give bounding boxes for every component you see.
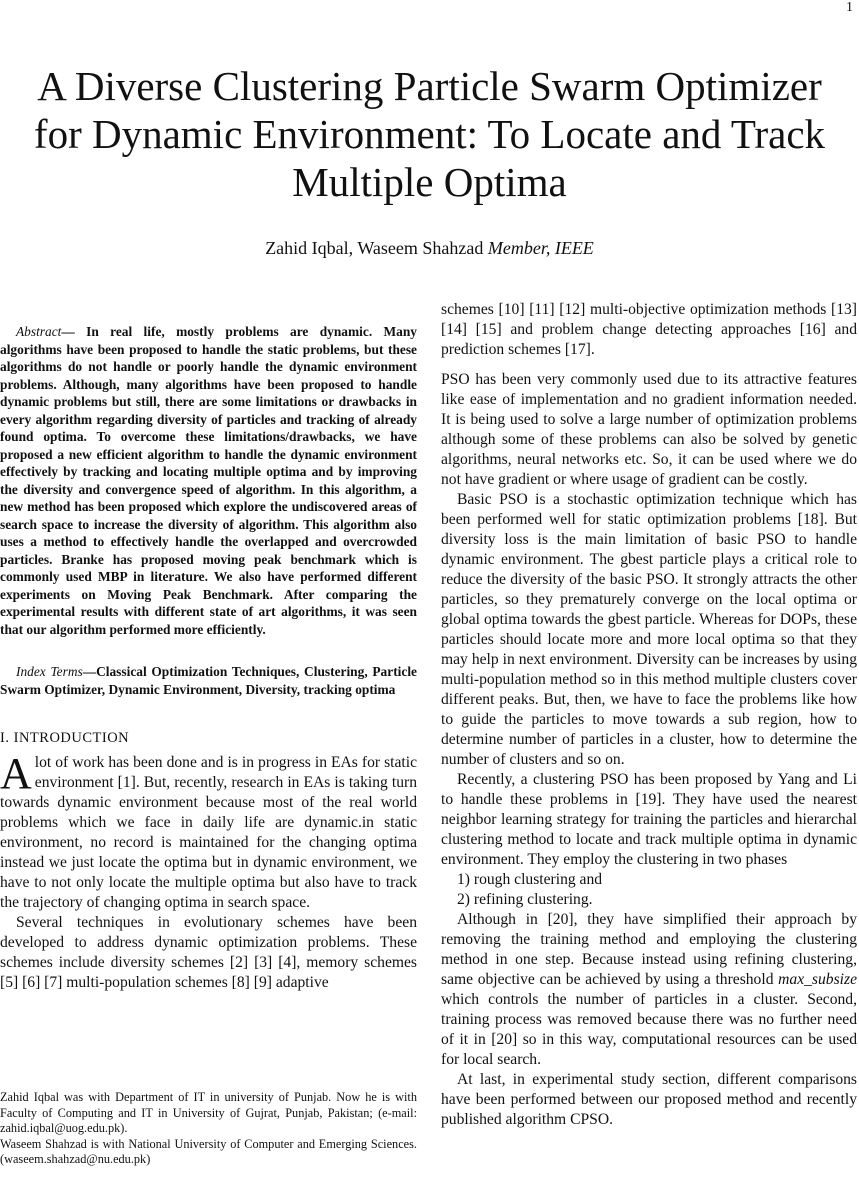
right-paragraph-5-start: Although in [20], they have simplified their approach by removing the training method and employing the clustering method in one step. Because instead using refining clustering, same objective can be achieved by using a threshold (441, 911, 857, 988)
right-paragraph-1: schemes [10] [11] [12] multi-objective optimization methods [13] [14] [15] and problem change detecting approaches [16] and prediction schemes [17]. (441, 301, 857, 358)
footnotes (0, 1090, 417, 1168)
section-numeral: I. (0, 730, 10, 746)
right-column (441, 300, 857, 1130)
left-column (0, 323, 417, 993)
right-paragraph-2: PSO has been very commonly used due to its attractive features like ease of implementation and no gradient information needed. It is being used to solve a large number of optimization problems although some of these problems can also be solved by genetic algorithms, neural networks etc. So, it can be used where we do not have gradient or where usage of gradient can be costly. (441, 371, 857, 488)
section-title-initial: I (13, 730, 19, 746)
right-paragraph-6: At last, in experimental study section, different comparisons have been performed between our proposed method and recently published algorithm CPSO. (441, 1071, 857, 1128)
footnote-author-2: Waseem Shahzad is with National University of Computer and Emerging Sciences. (waseem.shahzad@nu.edu.pk) (0, 1136, 417, 1166)
index-terms (0, 663, 417, 698)
right-paragraph-5-end: which controls the number of particles in a cluster. Second, training process was removed because there was no further need of it in [20] so in this way, computational resources can be used for local search. (441, 991, 857, 1068)
intro-paragraph-1-text: lot of work has been done and is in progress in EAs for static environment [1]. But, recently, research in EAs is taking turn towards dynamic environment because most of the real world problems which we face in daily life are dynamic.in static environment, no record is maintained for the changing optima instead we just locate the optima but in dynamic environment, we have to not only locate the multiple optima but also have to track the trajectory of changing optima in search space. (0, 754, 417, 911)
page-number: 1 (846, 0, 853, 15)
right-paragraph-4: Recently, a clustering PSO has been proposed by Yang and Li to handle these problems in [19]. They have used the nearest neighbor learning strategy for training the particles and hierarchal clustering method to locate and track multiple optima in dynamic environment. They employ the clustering in two phases (441, 771, 857, 868)
author-line (0, 238, 859, 259)
intro-paragraph-1 (0, 749, 417, 913)
right-paragraph-5 (441, 910, 857, 1070)
drop-cap: A (0, 749, 32, 798)
abstract-label: Abstract (16, 324, 62, 339)
abstract (0, 323, 417, 638)
author-names: Zahid Iqbal, Waseem Shahzad (265, 238, 484, 258)
section-title-rest: NTRODUCTION (18, 730, 130, 746)
section-heading (0, 730, 417, 747)
max-subsize-term: max_subsize (778, 971, 857, 988)
abstract-text: — In real life, mostly problems are dynamic. Many algorithms have been proposed to handle the static problems, but these algorithms do not handle or poorly handle the dynamic environment problems. Although, many algorithms have been proposed to handle dynamic problems but still, there are some limitations or drawbacks in every algorithm regarding diversity of particles and tracking of already found optima. To overcome these limitations/drawbacks, we have proposed a new efficient algorithm to handle the dynamic environment effectively by tracking and locating multiple optima and by improving the diversity and convergence speed of algorithm. In this algorithm, a new method has been proposed which explore the undiscovered areas of search space to increase the diversity of algorithm. This algorithm also uses a method to effectively handle the overlapped and overcrowded particles. Branke has proposed moving peak benchmark which is commonly used MBP in literature. We also have performed different experiments on Moving Peak Benchmark. After comparing the experimental results with different state of art algorithms, it was seen that our algorithm performed more efficiently. (0, 324, 417, 637)
right-paragraph-3: Basic PSO is a stochastic optimization technique which has been performed well for static optimization problems [18]. But diversity loss is the main limitation of basic PSO to handle dynamic environment. The gbest particle plays a critical role to reduce the diversity of the basic PSO. It strongly attracts the other particles, so they prematurely converge on the local optima or global optima towards the gbest particle. Whereas for DOPs, these particles should locate more and more local optima so that they may help in next environment. Diversity can be increases by using multi-population method so in this method multiple clusters cover different peaks. But, then, we have to face the problems like how to guide the particles to move towards a sub region, how to determine number of particles in a cluster, how to determine the number of clusters and so on. (441, 491, 857, 768)
author-membership: Member, IEEE (487, 238, 594, 258)
index-terms-label: Index Terms (16, 664, 83, 679)
list-item-1: 1) rough clustering and (457, 871, 603, 888)
list-item-2: 2) refining clustering. (457, 891, 593, 908)
footnote-author-1: Zahid Iqbal was with Department of IT in university of Punjab. Now he is with Faculty of Computing and IT in University of Gujrat, Punjab, Pakistan; (e-mail: zahid.iqbal@uog.edu.pk). (0, 1090, 417, 1135)
paper-title: A Diverse Clustering Particle Swarm Optimizer for Dynamic Environment: To Locate and Track Multiple Optima (33, 63, 826, 205)
index-terms-text: —Classical Optimization Techniques, Clustering, Particle Swarm Optimizer, Dynamic Environment, Diversity, tracking optima (0, 664, 417, 697)
intro-paragraph-2: Several techniques in evolutionary schemes have been developed to address dynamic optimization problems. These schemes include diversity schemes [2] [3] [4], memory schemes [5] [6] [7] multi-population schemes [8] [9] adaptive (0, 914, 417, 991)
